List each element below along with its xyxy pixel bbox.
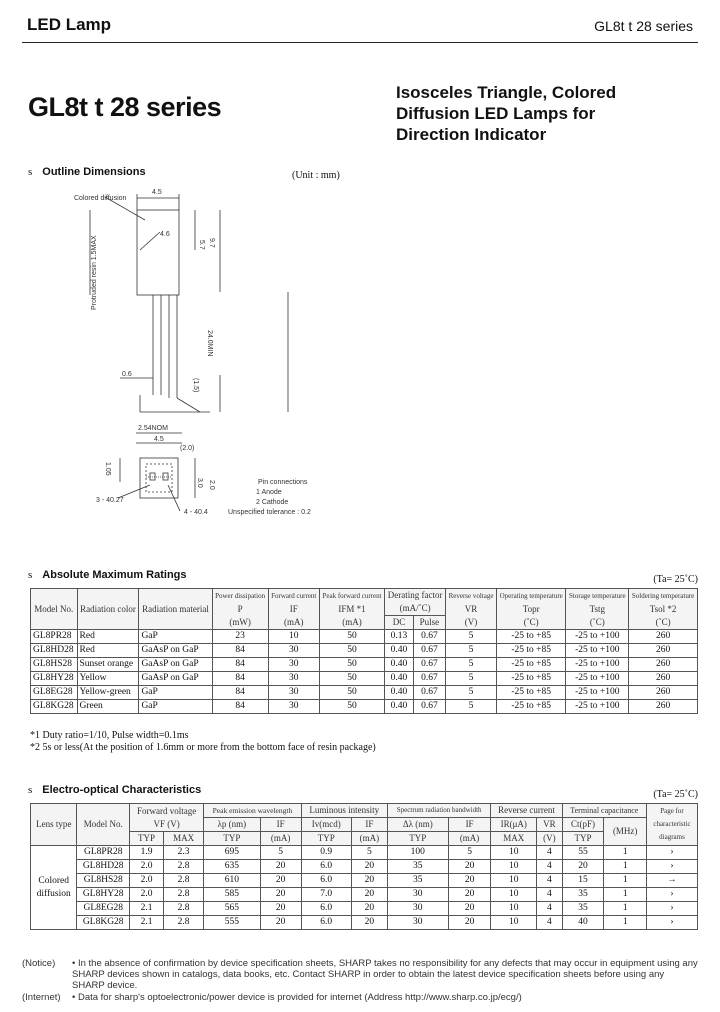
- electro-cell-ct: 55: [562, 846, 604, 860]
- electro-cell-vf-max: 2.8: [164, 888, 204, 902]
- ratings-cell-ifm: 50: [319, 686, 384, 700]
- electro-cell-iv: 6.0: [301, 916, 351, 930]
- th-lens-type: Lens type: [31, 804, 77, 846]
- ratings-cell-ifm: 50: [319, 672, 384, 686]
- electro-row: [31, 860, 698, 874]
- electro-cell-model: GL8KG28: [77, 916, 130, 930]
- electro-cell-model: GL8HY28: [77, 888, 130, 902]
- outline-heading-text: Outline Dimensions: [42, 166, 146, 178]
- electro-cell-lambda-p: 695: [204, 846, 260, 860]
- electro-cell-delta-lambda: 35: [387, 874, 448, 888]
- electro-cell-iv: 6.0: [301, 874, 351, 888]
- lens-type-cell: [31, 846, 77, 930]
- th-soldering-temp: [629, 589, 698, 630]
- ratings-cell-material: GaP: [139, 630, 212, 644]
- electro-cell-ct: 20: [562, 860, 604, 874]
- electro-cell-vr: 4: [537, 874, 563, 888]
- electro-cell-vf-max: 2.8: [164, 874, 204, 888]
- ratings-cell-topr: -25 to +85: [496, 672, 565, 686]
- electro-heading-text: Electro-optical Characteristics: [42, 784, 202, 796]
- ratings-cell-ifm: 50: [319, 658, 384, 672]
- electro-cell-ir: 10: [491, 902, 537, 916]
- th-lum-if: IF: [351, 818, 387, 832]
- electro-cell-freq: 1: [604, 874, 647, 888]
- th-tsol-1: Soldering temperature: [631, 591, 695, 600]
- label-105: 1.05: [104, 462, 111, 476]
- electro-cell-freq: 1: [604, 860, 647, 874]
- label-hole-3: 3 - 40.27: [96, 497, 124, 504]
- th-peak-typ: TYP: [204, 832, 260, 846]
- th-vr-1: Reverse voltage: [448, 591, 494, 600]
- th-tstg-2: Tstg: [589, 603, 605, 614]
- ratings-cell-model: GL8PR28: [31, 630, 78, 644]
- ratings-cell-derating-pulse: 0.67: [413, 700, 445, 714]
- ratings-cell-tsol: 260: [629, 644, 698, 658]
- label-15: (1.5): [192, 378, 199, 393]
- th-color: Radiation color: [77, 589, 139, 630]
- ratings-cell-power: 84: [212, 658, 268, 672]
- section-bullet: s: [28, 166, 33, 178]
- electro-cell-peak-if: 20: [260, 874, 301, 888]
- th-vf-max: MAX: [164, 832, 204, 846]
- ratings-notes: [30, 730, 376, 754]
- electro-cell-diagram: ›: [647, 888, 698, 902]
- electro-cell-vf-max: 2.8: [164, 860, 204, 874]
- ratings-cell-model: GL8EG28: [31, 686, 78, 700]
- th-if-1: Forward current: [271, 591, 317, 600]
- electro-cell-model: GL8HD28: [77, 860, 130, 874]
- th-vr: VR: [537, 818, 563, 832]
- electro-cell-spec-if: 20: [448, 916, 491, 930]
- electro-cell-peak-if: 20: [260, 916, 301, 930]
- electro-cell-delta-lambda: 100: [387, 846, 448, 860]
- th-peak-wavelength: Peak emission wavelength: [204, 804, 302, 818]
- th-ir-max: MAX: [491, 832, 537, 846]
- th-diagram-page: Page for characteristic diagrams: [647, 804, 698, 846]
- label-97: 9.7: [208, 238, 215, 248]
- ratings-cell-derating-pulse: 0.67: [413, 644, 445, 658]
- ratings-cell-tsol: 260: [629, 672, 698, 686]
- th-storage-temp: [566, 589, 629, 630]
- electro-cell-delta-lambda: 30: [387, 902, 448, 916]
- th-ir: IR(μA): [491, 818, 537, 832]
- th-ct: Ct(pF): [562, 818, 604, 832]
- electro-cell-vf-typ: 2.0: [130, 874, 164, 888]
- ratings-cell-derating-dc: 0.40: [385, 658, 414, 672]
- th-capacitance: Terminal capacitance: [562, 804, 646, 818]
- ratings-cell-vr: 5: [446, 700, 497, 714]
- electro-cell-vf-typ: 2.0: [130, 860, 164, 874]
- th-reverse-voltage: [446, 589, 497, 630]
- subtitle-line-2: Diffusion LED Lamps for: [396, 104, 596, 123]
- label-pitch: 2.54NOM: [138, 425, 168, 432]
- label-width-45b: 4.5: [154, 436, 164, 443]
- ratings-cell-topr: -25 to +85: [496, 658, 565, 672]
- electro-cell-lambda-p: 635: [204, 860, 260, 874]
- ratings-row: [31, 658, 698, 672]
- ratings-cell-color: Green: [77, 700, 139, 714]
- electro-cell-ir: 10: [491, 916, 537, 930]
- th-power: [212, 589, 268, 630]
- ratings-cell-material: GaP: [139, 686, 212, 700]
- th-dc: DC: [385, 616, 414, 630]
- section-bullet: s: [28, 569, 33, 581]
- electro-cell-freq: 1: [604, 846, 647, 860]
- ratings-cell-material: GaP: [139, 700, 212, 714]
- electro-cell-peak-if: 5: [260, 846, 301, 860]
- th-vr-2: VR: [464, 603, 478, 614]
- subtitle-line-1: Isosceles Triangle, Colored: [396, 83, 617, 102]
- th-vf-typ: TYP: [130, 832, 164, 846]
- electro-row: [31, 902, 698, 916]
- ratings-cell-vr: 5: [446, 686, 497, 700]
- th-derating-2: (mA/˚C): [399, 603, 431, 613]
- ratings-cell-topr: -25 to +85: [496, 630, 565, 644]
- electro-cell-ir: 10: [491, 874, 537, 888]
- electro-cell-model: GL8HS28: [77, 874, 130, 888]
- th-model: Model No.: [31, 589, 78, 630]
- ratings-cell-tsol: 260: [629, 700, 698, 714]
- electro-cell-lambda-p: 585: [204, 888, 260, 902]
- outline-heading: [28, 166, 146, 178]
- electro-heading: [28, 784, 201, 796]
- electro-cell-vr: 4: [537, 902, 563, 916]
- electro-cell-peak-if: 20: [260, 902, 301, 916]
- th-derating: [385, 589, 446, 616]
- ratings-cell-power: 84: [212, 686, 268, 700]
- electro-cell-lambda-p: 555: [204, 916, 260, 930]
- electro-cell-lum-if: 20: [351, 860, 387, 874]
- lens-type-line: diffusion: [36, 888, 71, 899]
- th-dl-typ: TYP: [387, 832, 448, 846]
- ratings-cell-tsol: 260: [629, 658, 698, 672]
- th-peak-ma: (mA): [260, 832, 301, 846]
- ratings-cell-if: 30: [268, 658, 319, 672]
- electro-cell-vr: 4: [537, 888, 563, 902]
- internet-label: (Internet): [22, 992, 61, 1003]
- section-bullet: s: [28, 784, 33, 796]
- electro-cell-lambda-p: 565: [204, 902, 260, 916]
- electro-cell-ir: 10: [491, 860, 537, 874]
- ratings-cell-derating-dc: 0.40: [385, 672, 414, 686]
- header-product-type: LED Lamp: [27, 15, 112, 34]
- electro-cell-vf-typ: 2.1: [130, 902, 164, 916]
- ratings-cell-tstg: -25 to +100: [566, 630, 629, 644]
- electro-cell-ct: 40: [562, 916, 604, 930]
- th-power-1: Power dissipation: [215, 591, 266, 600]
- th-spec-if: IF: [448, 818, 491, 832]
- th-delta-lambda: Δλ (nm): [387, 818, 448, 832]
- th-e-model: Model No.: [77, 804, 130, 846]
- page-title: GL8t t 28 series: [28, 92, 222, 122]
- electro-conditions: (Ta= 25˚C): [653, 789, 698, 800]
- electro-cell-lum-if: 20: [351, 888, 387, 902]
- electro-cell-vf-max: 2.3: [164, 846, 204, 860]
- ratings-row: [31, 644, 698, 658]
- electro-cell-iv: 0.9: [301, 846, 351, 860]
- electro-cell-spec-if: 20: [448, 888, 491, 902]
- notice-label: (Notice): [22, 958, 56, 969]
- th-spec-ma: (mA): [448, 832, 491, 846]
- th-pulse: Pulse: [413, 616, 445, 630]
- electro-cell-lum-if: 20: [351, 902, 387, 916]
- outline-unit: (Unit : mm): [292, 170, 340, 181]
- th-ifm-2: IFM *1: [338, 603, 366, 614]
- ratings-heading-text: Absolute Maximum Ratings: [42, 569, 187, 581]
- label-57: 5.7: [198, 240, 205, 250]
- ratings-cell-model: GL8HY28: [31, 672, 78, 686]
- electro-cell-iv: 6.0: [301, 902, 351, 916]
- th-ifm-1: Peak forward current: [322, 591, 382, 600]
- ratings-cell-tsol: 260: [629, 686, 698, 700]
- th-tsol-2: Tsol *2: [649, 603, 677, 614]
- ratings-cell-derating-pulse: 0.67: [413, 630, 445, 644]
- ratings-cell-tstg: -25 to +100: [566, 700, 629, 714]
- label-hole-4: 4 - 40.4: [184, 509, 208, 516]
- ratings-cell-ifm: 50: [319, 700, 384, 714]
- ratings-cell-material: GaAsP on GaP: [139, 672, 212, 686]
- ratings-cell-derating-dc: 0.13: [385, 630, 414, 644]
- ratings-cell-ifm: 50: [319, 630, 384, 644]
- th-derating-1: Derating factor: [387, 590, 443, 600]
- ratings-cell-derating-pulse: 0.67: [413, 658, 445, 672]
- th-peak-if: IF: [260, 818, 301, 832]
- ratings-cell-material: GaAsP on GaP: [139, 658, 212, 672]
- ratings-cell-tstg: -25 to +100: [566, 686, 629, 700]
- header-rule: [22, 42, 698, 43]
- electro-cell-freq: 1: [604, 916, 647, 930]
- th-lambda-p: λp (nm): [204, 818, 260, 832]
- label-colored-diffusion: Colored diffusion: [74, 195, 127, 202]
- ratings-cell-tstg: -25 to +100: [566, 672, 629, 686]
- electro-cell-model: GL8EG28: [77, 902, 130, 916]
- ratings-cell-derating-dc: 0.40: [385, 700, 414, 714]
- ratings-row: [31, 686, 698, 700]
- label-30: 3.0: [196, 478, 203, 488]
- ratings-table: [30, 588, 698, 714]
- th-operating-temp: [496, 589, 565, 630]
- th-topr-3: (˚C): [523, 616, 539, 627]
- ratings-cell-vr: 5: [446, 658, 497, 672]
- electro-cell-diagram: ›: [647, 916, 698, 930]
- ratings-cell-if: 30: [268, 672, 319, 686]
- electro-cell-lum-if: 20: [351, 916, 387, 930]
- ratings-cell-power: 84: [212, 644, 268, 658]
- th-mhz: (MHz): [604, 818, 647, 846]
- label-06: 0.6: [122, 371, 132, 378]
- ratings-cell-model: GL8HS28: [31, 658, 78, 672]
- ratings-cell-color: Sunset orange: [77, 658, 139, 672]
- header-series: GL8t t 28 series: [594, 18, 693, 34]
- ratings-cell-color: Red: [77, 644, 139, 658]
- internet-row: [22, 992, 698, 1003]
- electro-cell-lambda-p: 610: [204, 874, 260, 888]
- ratings-cell-topr: -25 to +85: [496, 644, 565, 658]
- ratings-cell-material: GaAsP on GaP: [139, 644, 212, 658]
- electro-cell-vr: 4: [537, 860, 563, 874]
- electro-cell-spec-if: 20: [448, 874, 491, 888]
- th-vf: [130, 804, 204, 832]
- electro-cell-diagram: ›: [647, 860, 698, 874]
- label-width-45: 4.5: [152, 189, 162, 196]
- electro-cell-ir: 10: [491, 846, 537, 860]
- electro-cell-vf-max: 2.8: [164, 902, 204, 916]
- ratings-cell-vr: 5: [446, 644, 497, 658]
- electro-cell-delta-lambda: 30: [387, 916, 448, 930]
- ratings-row: [31, 630, 698, 644]
- ratings-row: [31, 672, 698, 686]
- ratings-conditions: (Ta= 25˚C): [653, 574, 698, 585]
- electro-cell-vf-typ: 1.9: [130, 846, 164, 860]
- electro-cell-diagram: ›: [647, 902, 698, 916]
- th-power-3: (mW): [229, 616, 251, 627]
- electro-cell-freq: 1: [604, 902, 647, 916]
- electro-cell-ir: 10: [491, 888, 537, 902]
- th-reverse-current: Reverse current: [491, 804, 562, 818]
- electro-cell-vf-typ: 2.1: [130, 916, 164, 930]
- ratings-cell-tstg: -25 to +100: [566, 658, 629, 672]
- electro-cell-iv: 7.0: [301, 888, 351, 902]
- ratings-cell-color: Yellow: [77, 672, 139, 686]
- electro-table: [30, 803, 698, 930]
- electro-cell-spec-if: 20: [448, 902, 491, 916]
- internet-text: • Data for sharp's optoelectronic/power device is provided for internet (Address http://www.sharp.co.jp/ecg/): [72, 992, 522, 1003]
- ratings-cell-ifm: 50: [319, 644, 384, 658]
- ratings-cell-tstg: -25 to +100: [566, 644, 629, 658]
- ratings-cell-power: 84: [212, 672, 268, 686]
- electro-row: [31, 874, 698, 888]
- electro-row: [31, 888, 698, 902]
- electro-cell-spec-if: 20: [448, 860, 491, 874]
- th-power-2: P: [237, 603, 243, 614]
- ratings-cell-tsol: 260: [629, 630, 698, 644]
- electro-cell-diagram: ›: [647, 846, 698, 860]
- lens-type-line: Colored: [38, 875, 70, 886]
- label-tolerance: Unspecified tolerance : 0.2: [228, 509, 311, 516]
- ratings-cell-if: 10: [268, 630, 319, 644]
- notice-row: [22, 958, 698, 991]
- th-luminous: Luminous intensity: [301, 804, 387, 818]
- ratings-cell-model: GL8KG28: [31, 700, 78, 714]
- label-20b: 2.0: [208, 480, 215, 490]
- ratings-cell-power: 84: [212, 700, 268, 714]
- ratings-row: [31, 700, 698, 714]
- electro-cell-peak-if: 20: [260, 888, 301, 902]
- ratings-cell-vr: 5: [446, 672, 497, 686]
- ratings-cell-derating-dc: 0.40: [385, 644, 414, 658]
- ratings-cell-derating-dc: 0.40: [385, 686, 414, 700]
- ratings-cell-topr: -25 to +85: [496, 700, 565, 714]
- th-tstg-3: (˚C): [589, 616, 605, 627]
- notice-block: [22, 958, 698, 1003]
- th-if-2: IF: [289, 603, 298, 614]
- th-tstg-1: Storage temperature: [569, 591, 626, 600]
- th-ct-typ: TYP: [562, 832, 604, 846]
- ratings-cell-if: 30: [268, 644, 319, 658]
- label-46: 4.6: [160, 231, 170, 238]
- electro-cell-spec-if: 5: [448, 846, 491, 860]
- th-topr-2: Topr: [522, 603, 540, 614]
- ratings-cell-if: 30: [268, 700, 319, 714]
- electro-cell-vf-typ: 2.0: [130, 888, 164, 902]
- ratings-cell-model: GL8HD28: [31, 644, 78, 658]
- electro-cell-peak-if: 20: [260, 860, 301, 874]
- ratings-cell-power: 23: [212, 630, 268, 644]
- electro-cell-freq: 1: [604, 888, 647, 902]
- ratings-heading: [28, 569, 187, 581]
- ratings-cell-color: Yellow-green: [77, 686, 139, 700]
- label-20: (2.0): [180, 445, 195, 452]
- th-iv-typ: TYP: [301, 832, 351, 846]
- th-lum-ma: (mA): [351, 832, 387, 846]
- th-vf-2: VF (V): [153, 818, 180, 829]
- electro-cell-iv: 6.0: [301, 860, 351, 874]
- th-forward-current: [268, 589, 319, 630]
- label-protruded: Protruded resin 1.5MAX: [91, 235, 98, 310]
- label-lead-length: 24.0MIN: [206, 330, 213, 357]
- electro-cell-vr: 4: [537, 916, 563, 930]
- label-pin-cathode: 2 Cathode: [256, 499, 289, 506]
- led-body: [137, 210, 179, 295]
- label-pin-anode: 1 Anode: [256, 489, 282, 496]
- th-iv: Iv(mcd): [301, 818, 351, 832]
- electro-cell-model: GL8PR28: [77, 846, 130, 860]
- ratings-cell-derating-pulse: 0.67: [413, 686, 445, 700]
- th-material: Radiation material: [139, 589, 212, 630]
- th-peak-current: [319, 589, 384, 630]
- ratings-note-1: *1 Duty ratio=1/10, Pulse width=0.1ms: [30, 730, 189, 741]
- th-tsol-3: (˚C): [655, 616, 671, 627]
- ratings-cell-vr: 5: [446, 630, 497, 644]
- electro-cell-delta-lambda: 35: [387, 860, 448, 874]
- electro-cell-delta-lambda: 30: [387, 888, 448, 902]
- notice-text: • In the absence of confirmation by device specification sheets, SHARP takes no responsibility for any defects that may occur in equipment using any SHARP devices shown in catalogs, data books, etc. Contact SHARP in order to obtain the latest device specification sheets before using any SHARP device.: [72, 958, 698, 991]
- th-vf-1: Forward voltage: [136, 805, 197, 816]
- electro-cell-vf-max: 2.8: [164, 916, 204, 930]
- ratings-note-2: *2 5s or less(At the position of 1.6mm or more from the bottom face of resin package): [30, 742, 376, 753]
- electro-cell-lum-if: 5: [351, 846, 387, 860]
- th-ifm-3: (mA): [342, 616, 362, 627]
- electro-cell-ct: 35: [562, 902, 604, 916]
- electro-cell-ct: 15: [562, 874, 604, 888]
- th-topr-1: Operating temperature: [499, 591, 563, 600]
- ratings-cell-topr: -25 to +85: [496, 686, 565, 700]
- electro-cell-ct: 35: [562, 888, 604, 902]
- ratings-cell-derating-pulse: 0.67: [413, 672, 445, 686]
- electro-cell-lum-if: 20: [351, 874, 387, 888]
- label-pin-connections: Pin connections: [258, 479, 308, 486]
- ratings-cell-color: Red: [77, 630, 139, 644]
- electro-row: [31, 846, 698, 860]
- outline-drawing: [60, 180, 360, 530]
- page-subtitle: [396, 82, 696, 145]
- ratings-cell-if: 30: [268, 686, 319, 700]
- electro-cell-diagram: →: [647, 874, 698, 888]
- subtitle-line-3: Direction Indicator: [396, 125, 547, 144]
- electro-cell-vr: 4: [537, 846, 563, 860]
- th-spectrum: Spectrum radiation bandwidth: [387, 804, 491, 818]
- electro-row: [31, 916, 698, 930]
- th-vr-3: (V): [464, 616, 478, 627]
- th-if-3: (mA): [283, 616, 304, 627]
- th-vr-unit: (V): [537, 832, 563, 846]
